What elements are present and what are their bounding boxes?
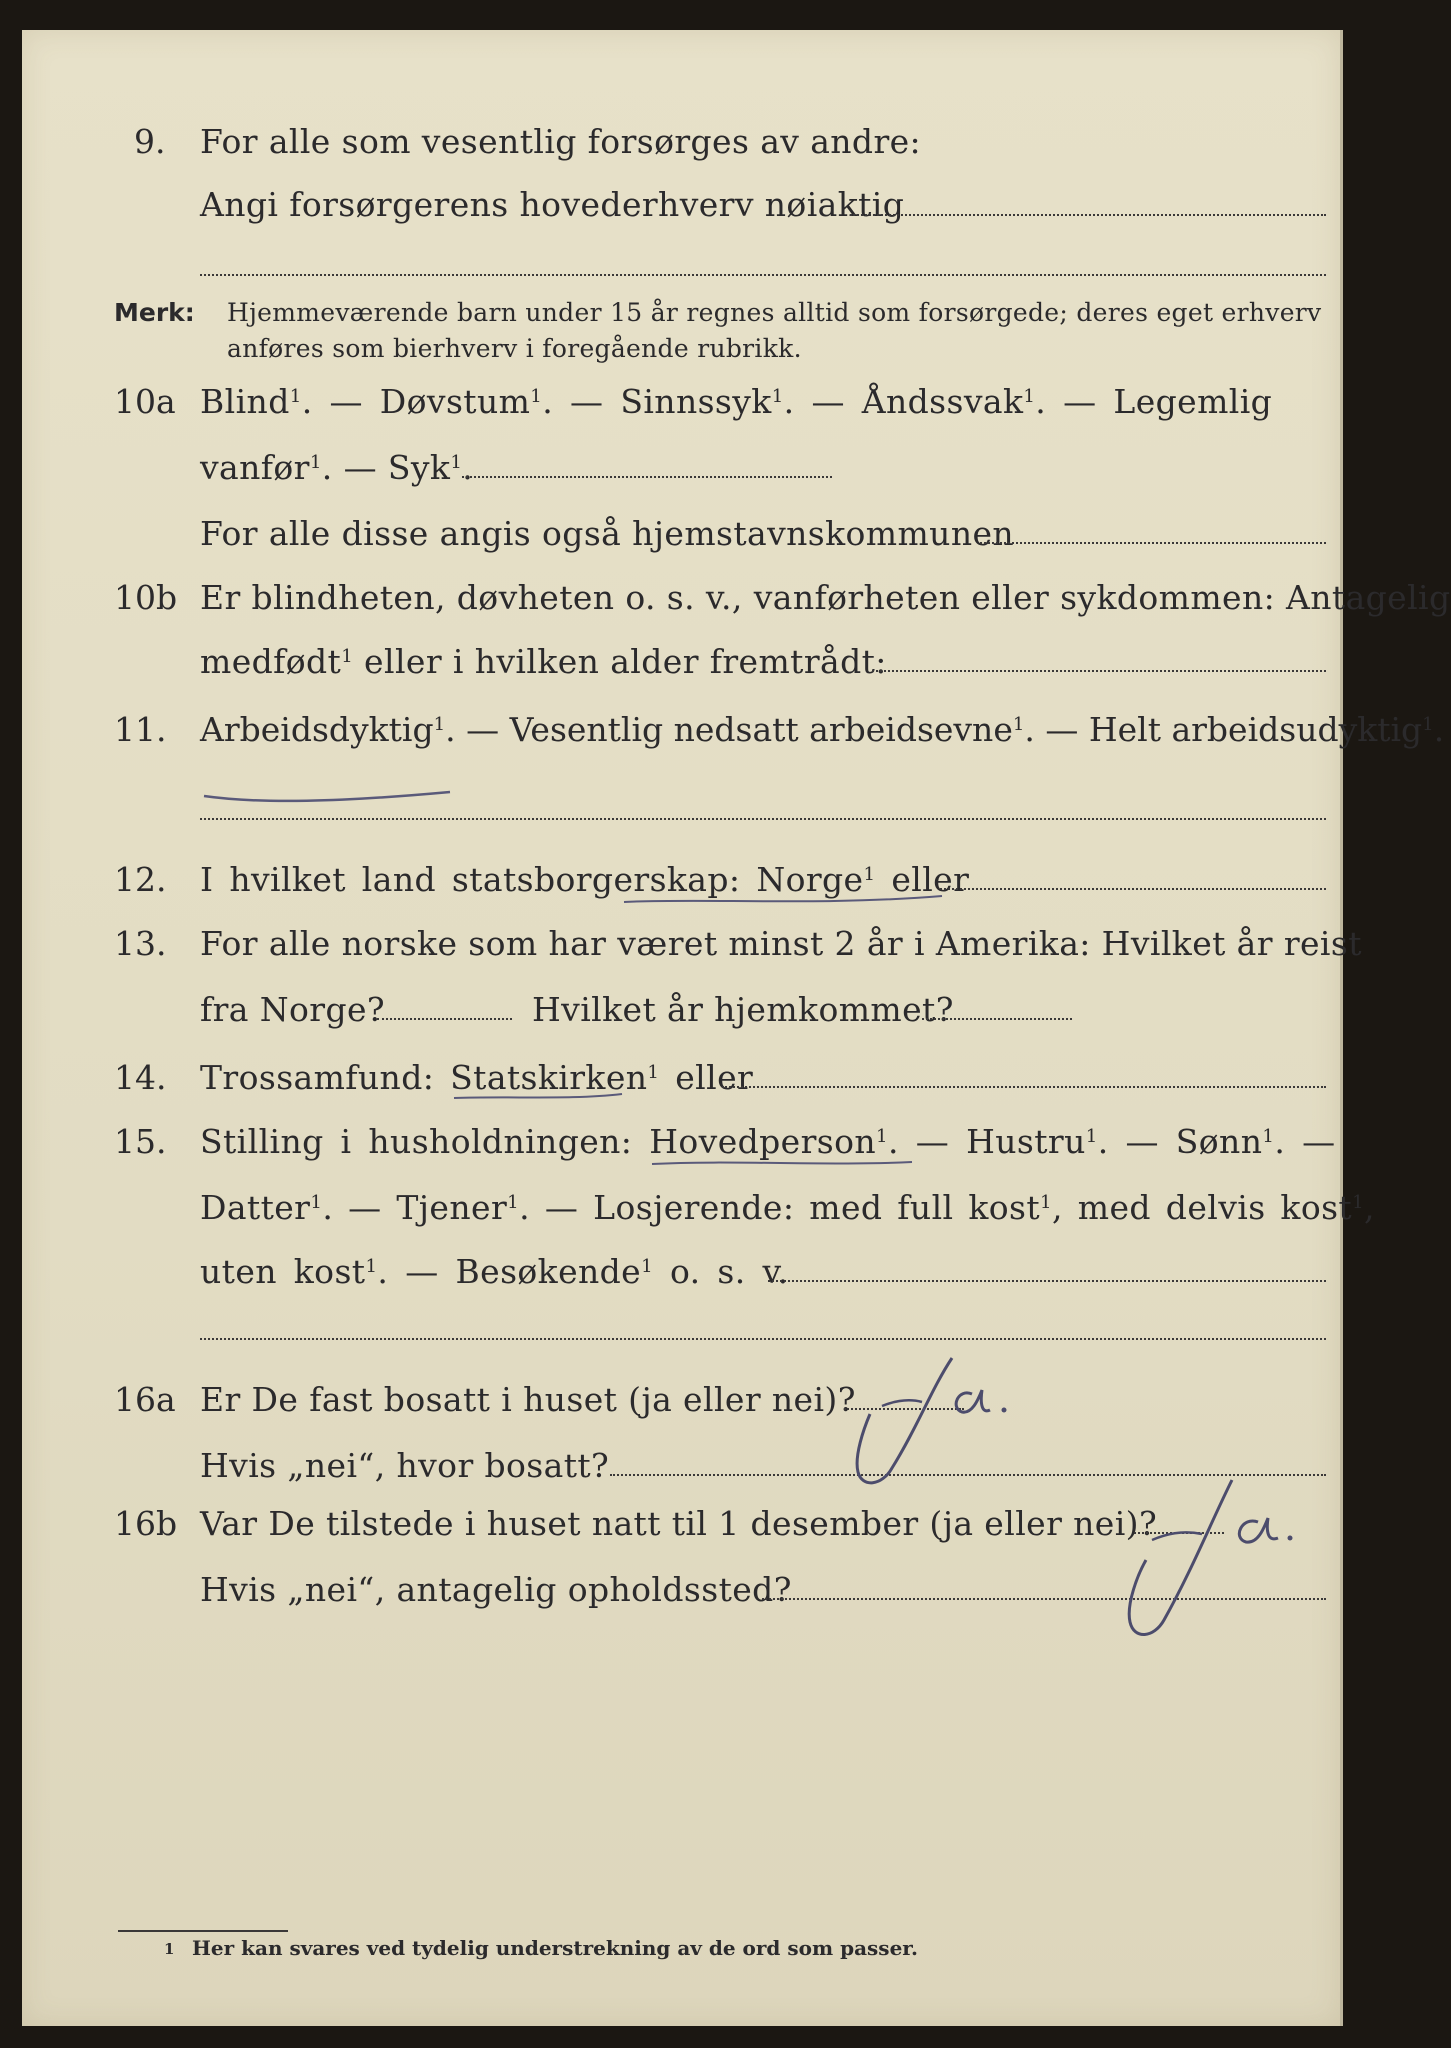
punct: . (462, 448, 474, 487)
q10a-opt-sinnssyk[interactable]: Sinnssyk (620, 382, 772, 421)
footnote-ref: 1 (507, 1192, 520, 1214)
separator-dash: — (455, 710, 510, 749)
q15-opt-hustru[interactable]: Hustru (966, 1122, 1086, 1161)
separator-dash: — (1034, 710, 1089, 749)
q15-line3 (200, 1252, 789, 1291)
q10a-hjemstavn-field[interactable] (980, 542, 1326, 544)
footnote-ref: 1 (530, 386, 543, 408)
q10a-opt-vanfor[interactable]: vanfør (200, 448, 310, 487)
q15-opt-datter[interactable]: Datter (200, 1188, 311, 1227)
footnote-text: Her kan svares ved tydelig understrekning av de ord som passer. (192, 1936, 918, 1960)
q14-number: 14. (114, 1058, 167, 1097)
punct: . (1097, 1122, 1109, 1161)
q12-number: 12. (114, 860, 167, 899)
q12-opt-norge[interactable]: Norge (756, 860, 864, 899)
q10a-line3: For alle disse angis også hjemstavnskommunen (200, 514, 1015, 553)
punct: . (322, 1188, 334, 1227)
q15-line2: Datter$^1$. — Tjener$^1$. — Losjerende: med full kost$^1$, med delvis kost$^1$, (200, 1188, 1375, 1227)
q15-number: 15. (114, 1122, 167, 1161)
merk-label: Merk: (114, 298, 195, 327)
q10a-line2 (200, 448, 473, 487)
q10b-line2-rest: eller i hvilken alder fremtrådt: (353, 642, 887, 681)
q15-opt-hovedperson[interactable]: Hovedperson (649, 1122, 877, 1161)
separator-dash: — (811, 382, 862, 421)
q10b-opt-medfodt[interactable]: medfødt (200, 642, 342, 681)
census-form-page (22, 30, 1451, 2026)
footnote-divider (118, 1930, 288, 1932)
q10a-opt-andssvak[interactable]: Åndssvak (861, 382, 1024, 421)
punct: . (783, 382, 795, 421)
merk-line2: anføres som bierhverv i foregående rubrikk. (227, 334, 802, 363)
footnote-ref: 1 (1262, 1126, 1275, 1148)
footnote-ref: 1 (1040, 1192, 1052, 1214)
q15-underline-mark (650, 1154, 920, 1170)
q16b-number: 16b (114, 1504, 178, 1543)
q10b-number: 10b (114, 578, 178, 617)
separator-dash: — (1063, 382, 1114, 421)
q11-answer-field[interactable] (200, 818, 1326, 820)
q10b-line2 (200, 642, 887, 681)
q15-opt-tjener[interactable]: Tjener (396, 1188, 508, 1227)
q11-opt-nedsatt[interactable]: Vesentlig nedsatt arbeidsevne (509, 710, 1013, 749)
footnote-ref: 1 (876, 1126, 888, 1148)
footnote-ref: 1 (1023, 386, 1036, 408)
q12-answer-field[interactable] (940, 888, 1326, 890)
punct: . (542, 382, 554, 421)
q9-answer-field-2[interactable] (200, 274, 1326, 276)
separator-dash: — (405, 1252, 456, 1291)
footnote-ref: 1 (1085, 1126, 1098, 1148)
separator-dash: — (915, 1122, 967, 1161)
punct: . (1433, 710, 1445, 749)
q16a-handwritten-answer (822, 1348, 1022, 1498)
q10b-alder-field[interactable] (872, 670, 1326, 672)
q10a-opt-legemlig[interactable]: Legemlig (1113, 382, 1273, 421)
q9-line1: For alle som vesentlig forsørges av andre: (200, 122, 922, 161)
q13-line1: For alle norske som har været minst 2 år i Amerika: Hvilket år reist (200, 924, 1362, 963)
q16a-line2: Hvis „nei“, hvor bosatt? (200, 1446, 610, 1485)
q16b-line2: Hvis „nei“, antagelig opholdssted? (200, 1570, 792, 1609)
q9-number: 9. (134, 122, 166, 161)
q13-number: 13. (114, 924, 167, 963)
q12-opt-eller[interactable]: eller (891, 860, 970, 899)
footnote-ref: 1 (365, 1256, 378, 1278)
punct: . (1035, 382, 1047, 421)
punct: . (888, 1122, 899, 1161)
q9-line2: Angi forsørgerens hovederhverv nøiaktig (200, 185, 905, 224)
footnote-ref: 1 (309, 452, 322, 474)
q11-line (200, 710, 1444, 749)
separator-dash: — (1125, 1122, 1176, 1161)
q15-answer-field[interactable] (768, 1280, 1326, 1282)
q10a-syk-field[interactable] (462, 476, 832, 478)
q10a-opt-dovstum[interactable]: Døvstum (379, 382, 531, 421)
punct: . (321, 448, 333, 487)
q14-underline-mark (452, 1090, 632, 1106)
q13-line2b: Hvilket år hjemkommet? (532, 990, 954, 1029)
q16a-line1: Er De fast bosatt i huset (ja eller nei)? (200, 1380, 856, 1419)
q15-opt-uten-kost[interactable]: uten kost (200, 1252, 366, 1291)
q10a-opt-blind[interactable]: Blind (200, 382, 290, 421)
punct: . (301, 382, 313, 421)
separator-dash: — (1302, 1122, 1336, 1161)
q14-opt-eller[interactable]: eller (675, 1058, 754, 1097)
q14-opt-statskirken[interactable]: Statskirken (450, 1058, 648, 1097)
separator-dash: — (570, 382, 621, 421)
footnote-ref: 1 (341, 646, 354, 668)
q13-hjemkommet-field[interactable] (922, 1018, 1072, 1020)
footnote-ref: 1 (1352, 1192, 1365, 1214)
q12-underline-mark (622, 890, 952, 910)
footnote-ref: 1 (641, 1256, 654, 1278)
footnote-ref: 1 (647, 1062, 660, 1084)
punct: . (1274, 1122, 1286, 1161)
q10b-line1: Er blindheten, døvheten o. s. v., vanførheten eller sykdommen: Antagelig (200, 578, 1451, 617)
footnote-ref: 1 (450, 452, 463, 474)
q10a-opt-syk[interactable]: Syk (387, 448, 451, 487)
q15-opt-osv[interactable]: o. s. v. (669, 1252, 789, 1291)
punct: . (519, 1188, 530, 1227)
separator-dash: — (544, 1188, 594, 1227)
q9-answer-field[interactable] (850, 214, 1326, 216)
q15-opt-full-kost[interactable]: med full kost (809, 1188, 1041, 1227)
footnote-ref: 1 (1422, 714, 1434, 736)
q11-underline-mark (200, 782, 460, 806)
q13-line2a: fra Norge? (200, 990, 386, 1029)
footnote-ref: 1 (289, 386, 302, 408)
punct: . (1024, 710, 1035, 749)
q14-text: Trossamfund: (200, 1058, 435, 1097)
q14-answer-field[interactable] (722, 1086, 1326, 1088)
q12-text: I hvilket land statsborgerskap: (200, 860, 741, 899)
q15-opt-delvis-kost[interactable]: med delvis kost (1077, 1188, 1353, 1227)
merk-line1: Hjemmeværende barn under 15 år regnes alltid som forsørgede; deres eget erhverv (227, 298, 1322, 327)
footnote-ref: 1 (863, 864, 876, 886)
q11-opt-udyktig[interactable]: Helt arbeidsudyktig (1088, 710, 1423, 749)
separator-dash: — (348, 1188, 397, 1227)
q11-opt-arbeidsdyktig[interactable]: Arbeidsdyktig (200, 710, 434, 749)
q16a-number: 16a (114, 1380, 176, 1419)
separator-dash: — (329, 382, 380, 421)
q16b-line1: Var De tilstede i huset natt til 1 desember (ja eller nei)? (200, 1504, 1158, 1543)
q15-answer-field-2[interactable] (200, 1338, 1326, 1340)
footnote-mark: 1 (164, 1940, 175, 1958)
footnote-ref: 1 (310, 1192, 323, 1214)
q15-text: Stilling i husholdningen: (200, 1122, 633, 1161)
q16b-handwritten-answer (1082, 1470, 1302, 1650)
separator-dash: — (343, 448, 388, 487)
q10a-line1 (200, 382, 1272, 421)
footnote-ref: 1 (433, 714, 446, 736)
q15-opt-sonn[interactable]: Sønn (1175, 1122, 1263, 1161)
q15-opt-losjerende[interactable]: Losjerende: (593, 1188, 795, 1227)
punct: . (377, 1252, 389, 1291)
footnote-ref: 1 (771, 386, 784, 408)
footnote-ref: 1 (1012, 714, 1025, 736)
q15-opt-besokende[interactable]: Besøkende (455, 1252, 642, 1291)
q11-number: 11. (114, 710, 167, 749)
q10a-number: 10a (114, 382, 176, 421)
punct: . (445, 710, 456, 749)
q13-reist-field[interactable] (377, 1018, 512, 1020)
